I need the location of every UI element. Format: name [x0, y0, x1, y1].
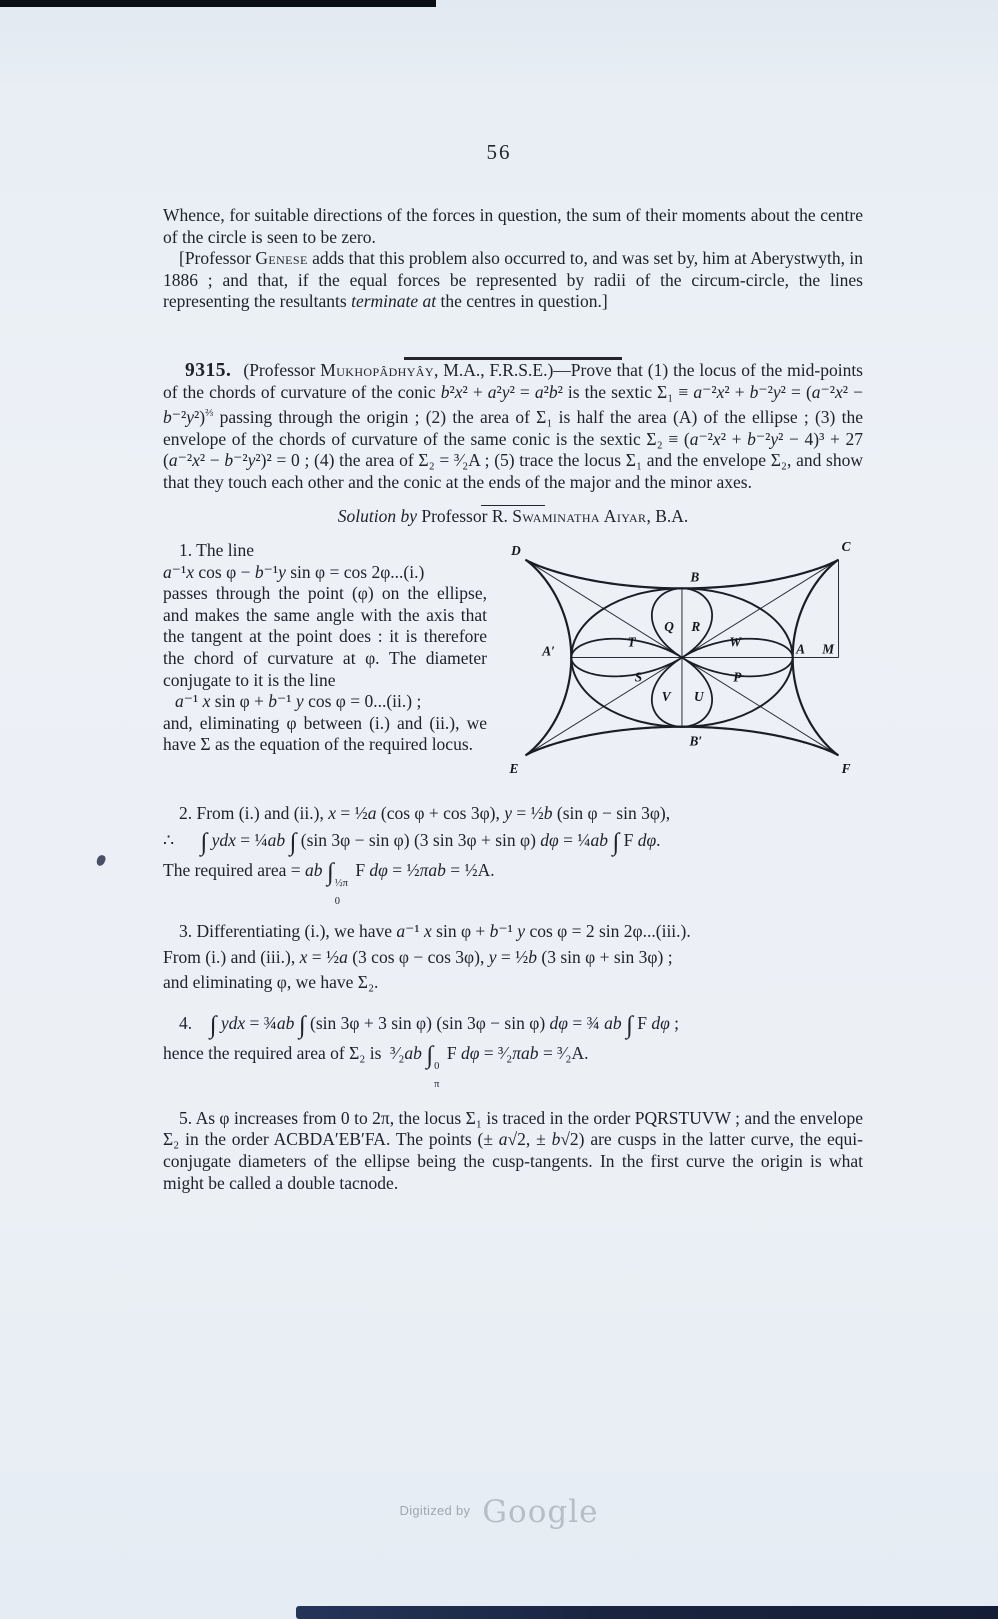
digitization-footer — [0, 1494, 998, 1530]
s4-integral-line: 4. ∫ ydx = ¾ab ∫ (sin 3φ + 3 sin φ) (sin 3φ − sin φ) dφ = ¾ ab ∫ F dφ ; — [179, 1011, 679, 1039]
figure-label-D: D — [511, 542, 521, 558]
figure-label-V: V — [661, 688, 671, 704]
solution-part-3 — [163, 921, 863, 994]
figure-label-T: T — [627, 634, 636, 650]
s1-equation-i: a⁻¹x cos φ − b⁻¹y sin φ = cos 2φ...(i.) — [163, 561, 425, 582]
figure-label-U: U — [693, 688, 704, 704]
problem-number: 9315. — [185, 359, 232, 381]
figure-label-E: E — [509, 761, 519, 777]
s3-line-1: 3. Differentiating (i.), we have a⁻¹ x sin φ + b⁻¹ y cos φ = 2 sin 2φ...(iii.). — [179, 920, 691, 941]
figure-label-B: B — [690, 569, 700, 585]
s1-body: passes through the point (φ) on the ellipse, and makes the same angle with the axis that the tangent at the point does : it is therefore the chord of curvature at φ. The diameter conjugate to it is the line — [163, 583, 487, 690]
s2-integral-line: ∴ ∫ ydx = ¼ab ∫ (sin 3φ − sin φ) (3 sin 3φ + sin φ) dφ = ¼ab ∫ F dφ. — [163, 828, 661, 856]
scan-artifact-bottom-bar — [296, 1606, 998, 1619]
scan-artifact-top-bar — [0, 0, 436, 7]
s5-paragraph: 5. As φ increases from 0 to 2π, the locus Σ₁ is traced in the order PQRSTUVW ; and the envelope Σ₂ in the order ACBDA′EB′FA. The points (± a√2, ± b√2) are cusps in the latter curve, the equi-conjugate diameters of the ellipse being the cusp-tangents. In the first curve the origin is what might be called a double tacnode. — [163, 1107, 863, 1193]
figure-label-R: R — [691, 618, 701, 634]
solution-byline: Solution by Professor R. Swaminatha Aiyar, B.A. — [337, 506, 689, 527]
s2-line-1: 2. From (i.) and (ii.), x = ½a (cos φ + cos 3φ), y = ½b (sin φ − sin 3φ), — [179, 802, 671, 823]
figure-label-F: F — [841, 761, 851, 777]
solution-part-4 — [163, 1008, 863, 1090]
figure-label-Q: Q — [664, 618, 674, 634]
solution-part-1-text — [163, 540, 487, 789]
figure-svg — [491, 534, 867, 789]
s1-equation-ii: a⁻¹ x sin φ + b⁻¹ y cos φ = 0...(ii.) ; — [175, 691, 422, 712]
figure-label-C: C — [841, 538, 851, 554]
s3-line-2: From (i.) and (iii.), x = ½a (3 cos φ − cos 3φ), y = ½b (3 sin φ + sin 3φ) ; — [163, 947, 673, 968]
figure-label-W: W — [729, 634, 742, 650]
figure-label-A: A — [796, 641, 806, 657]
scan-speck-artifact — [95, 854, 106, 867]
solution-part-1 — [163, 540, 863, 789]
solution-part-2 — [163, 803, 863, 907]
figure-diagram — [487, 540, 867, 789]
google-logo: Google — [482, 1494, 599, 1530]
page-content — [163, 205, 863, 1194]
s2-area-line: The required area = ab ∫ ½π 0 F dφ = ½πab = ½A. — [163, 858, 495, 907]
digitized-by-label: Digitized by — [399, 1503, 471, 1518]
s3-line-3: and eliminating φ, we have Σ₂. — [163, 972, 379, 993]
intro-paragraph-2: [Professor Genese adds that this problem also occurred to, and was set by, him at Aberystwyth, in 1886 ; and that, if the equal forces be represented by radii of the circum-circle, the lines representing the resultants terminate at the centres in question.] — [163, 248, 864, 312]
problem-body: (Professor Mukhopâdhyây, M.A., F.R.S.E.)—Prove that (1) the locus of the mid-points of the chords of curvature of the conic b²x² + a²y² = a²b² is the sextic $\Sigma_1 \equiv a^{-2}x^2 + b^{-2}y^2 = (a^{-2}x^2 - b^{-2}y^2)^{\frac{2}{3}}$ passing through the origin ; (2) the area of Σ₁ is half the area (A) of the ellipse ; (3) the envelope of the chords of curvature of the same conic is the sextic Σ₂ ≡ (a⁻²x² + b⁻²y² − 4)³ + 27 (a⁻²x² − b⁻²y²)² = 0 ; (4) the area of Σ₂ = ³⁄₂A ; (5) trace the locus Σ₁ and the envelope Σ₂, and show that they touch each other and the conic at the ends of the major and the minor axes. — [163, 359, 863, 492]
s4-area-line: hence the required area of Σ₂ is ³⁄₂ab ∫ 0 π F dφ = ³⁄₂πab = ³⁄₂A. — [163, 1041, 589, 1090]
figure-label-P: P — [733, 669, 742, 685]
s1-end: and, eliminating φ between (i.) and (ii.), we have Σ as the equation of the required locus. — [163, 712, 487, 755]
figure-label-S: S — [634, 669, 643, 685]
s1-intro: 1. The line — [179, 539, 255, 560]
page-number: 56 — [486, 140, 512, 164]
figure-label-B-prime: B′ — [689, 733, 703, 749]
figure-label-M: M — [822, 641, 835, 657]
solution-part-5 — [163, 1108, 863, 1194]
figure-label-A-prime: A′ — [542, 643, 555, 659]
intro-paragraph-1: Whence, for suitable directions of the forces in question, the sum of their moments about the centre of the circle is seen to be zero. — [163, 205, 863, 247]
problem-statement — [163, 360, 863, 493]
